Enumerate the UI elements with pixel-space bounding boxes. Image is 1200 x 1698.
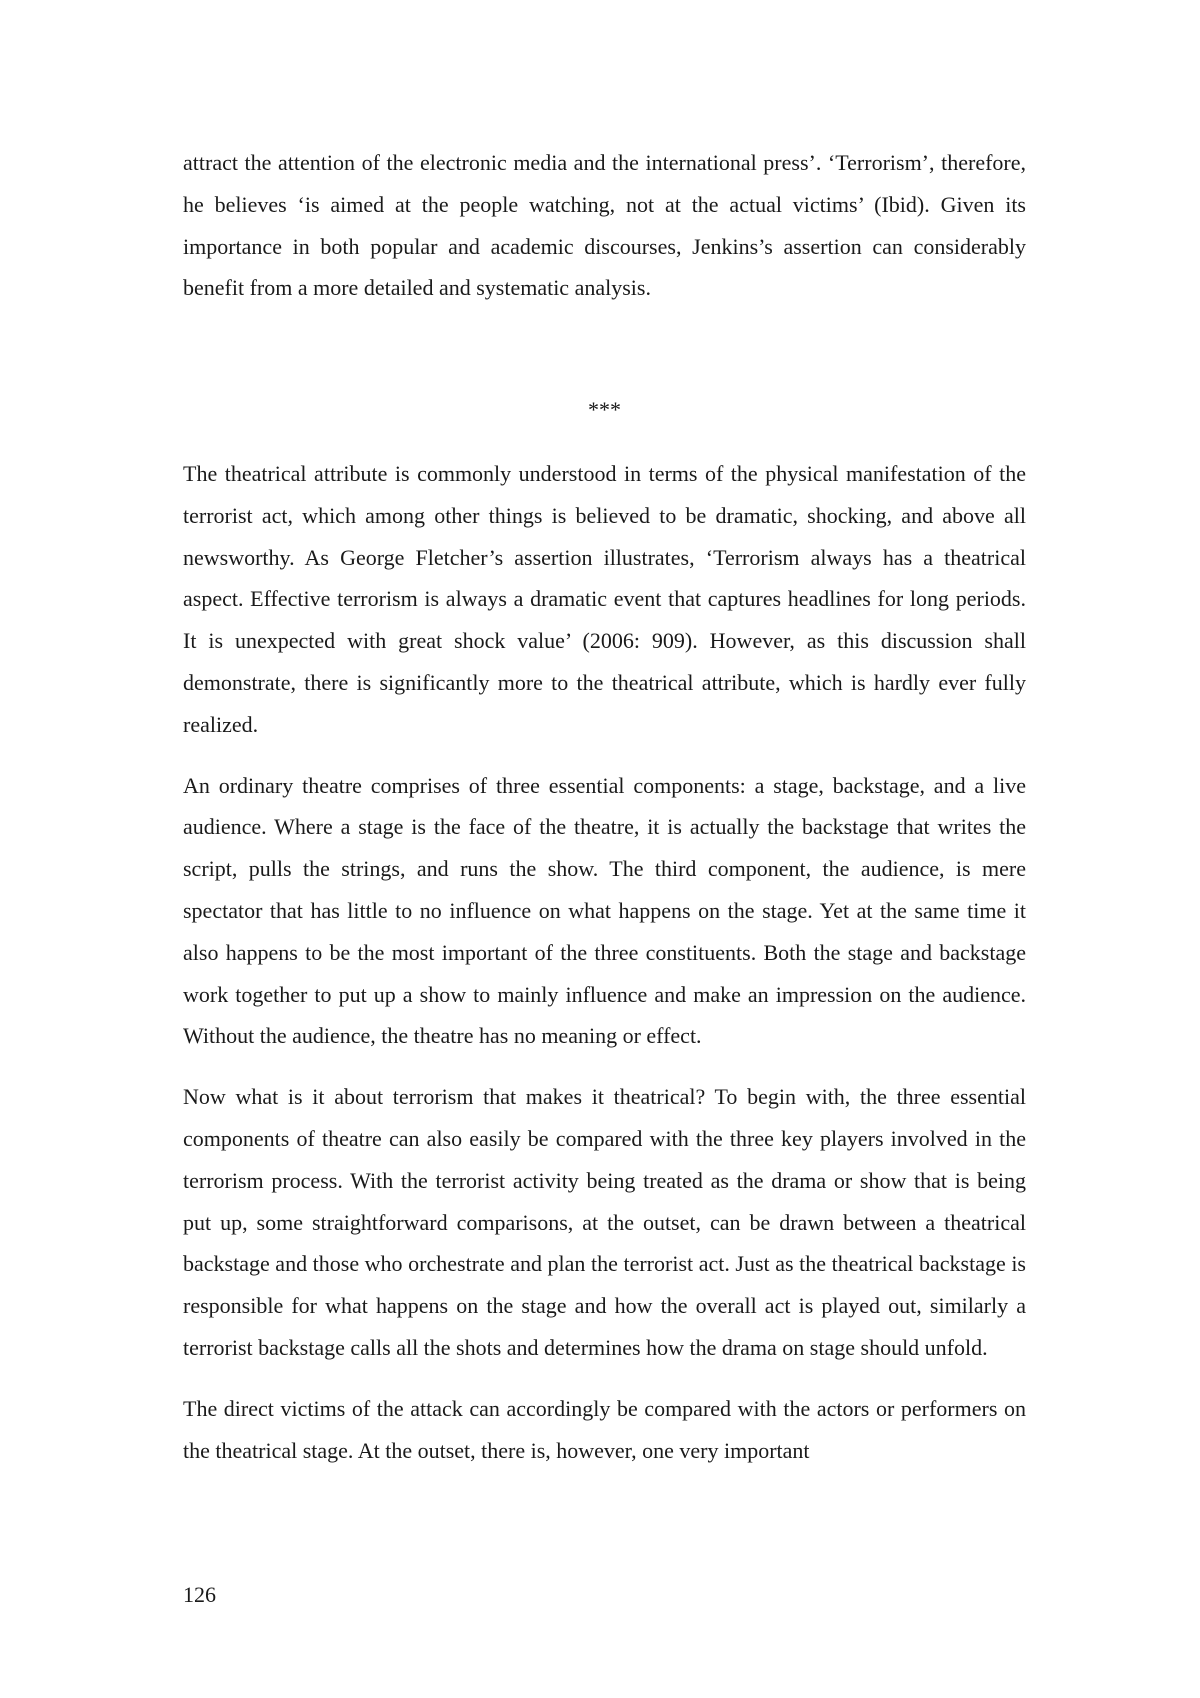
document-page [183,142,1026,1471]
page-number: 126 [183,1582,216,1607]
paragraph-direct-victims: The direct victims of the attack can accordingly be compared with the actors or performers on the theatrical stage. At the outset, there is, however, one very important [183,1395,1026,1463]
paragraph-ordinary-theatre: An ordinary theatre comprises of three essential components: a stage, backstage, and a live audience. Where a stage is the face of the theatre, it is actually the backstage that writes the script, pulls the strings, and runs the show. The third component, the audience, is mere spectator that has little to no influence on what happens on the stage. Yet at the same time it also happens to be the most important of the three constituents. Both the stage and backstage work together to put up a show to mainly influence and make an impression on the audience. Without the audience, the theatre has no meaning or effect. [183,772,1026,1049]
paragraph-continuation: attract the attention of the electronic media and the international press’. ‘Terrorism’, therefore, he believes ‘is aimed at the people watching, not at the actual victims’ (Ibid). Given its importance in both popular and academic discourses, Jenkins’s assertion can considerably benefit from a more detailed and systematic analysis. [183,150,1026,301]
section-divider: *** [588,397,621,423]
paragraph-theatrical-attribute: The theatrical attribute is commonly understood in terms of the physical manifestation of the terrorist act, which among other things is believed to be dramatic, shocking, and above all newsworthy. As George Fletcher’s assertion illustrates, ‘Terrorism always has a theatrical aspect. Effective terrorism is always a dramatic event that captures headlines for long periods. It is unexpected with great shock value’ (2006: 909). However, as this discussion shall demonstrate, there is significantly more to the theatrical attribute, which is hardly ever fully realized. [183,460,1026,737]
paragraph-terrorism-theatrical: Now what is it about terrorism that makes it theatrical? To begin with, the three essential components of theatre can also easily be compared with the three key players involved in the terrorism process. With the terrorist activity being treated as the drama or show that is being put up, some straightforward comparisons, at the outset, can be drawn between a theatrical backstage and those who orchestrate and plan the terrorist act. Just as the theatrical backstage is responsible for what happens on the stage and how the overall act is played out, similarly a terrorist backstage calls all the shots and determines how the drama on stage should unfold. [183,1084,1026,1360]
